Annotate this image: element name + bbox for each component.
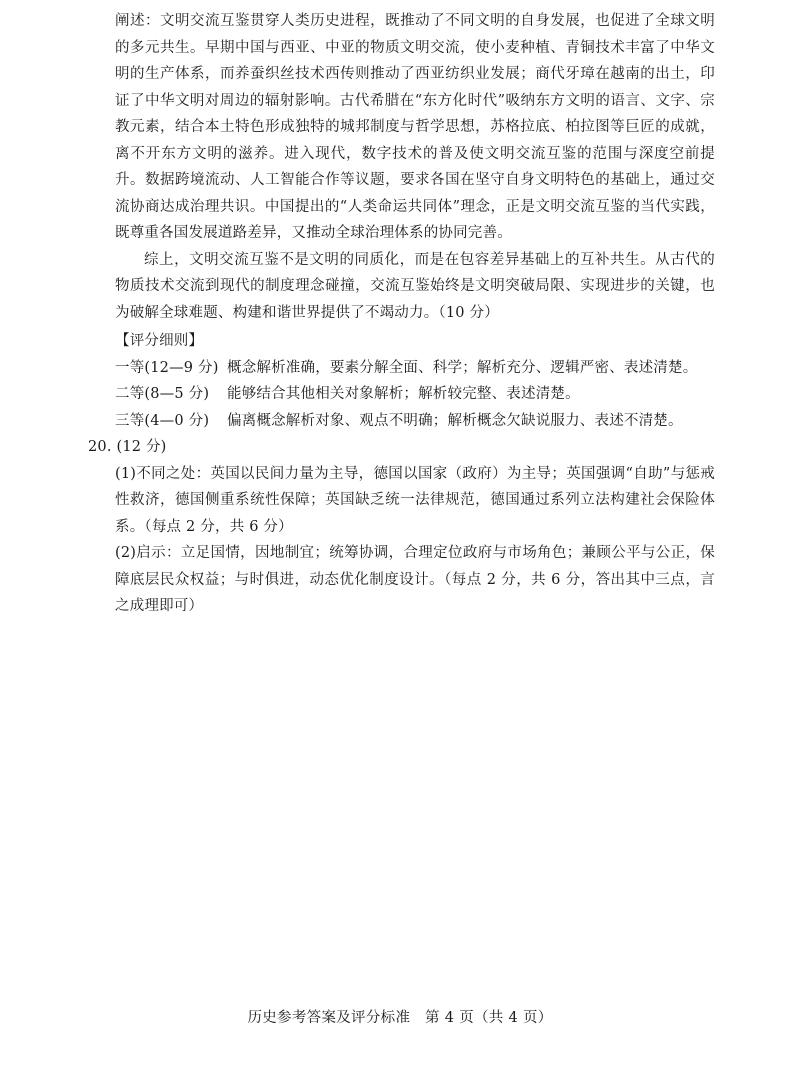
grading-level [115, 381, 715, 408]
answer-content [88, 8, 715, 620]
question-20-title: 20. (12 分) [88, 439, 167, 455]
grading-level-criteria: 偏离概念解析对象、观点不明确；解析概念欠缺说服力、表述不清楚。 [227, 412, 683, 429]
question-20-part-1: (1)不同之处：英国以民间力量为主导，德国以国家（政府）为主导；英国强调“自助”与惩戒性救济，德国侧重系统性保障；英国缺乏统一法律规范，德国通过系列立法构建社会保险体系。（每点 2 分，共 6 分） [115, 465, 715, 535]
grading-level [115, 408, 715, 435]
grading-level-label: 二等(8—5 分) [115, 386, 210, 402]
grading-header: 【评分细则】 [115, 333, 204, 349]
analysis-paragraph: 阐述：文明交流互鉴贯穿人类历史进程，既推动了不同文明的自身发展，也促进了全球文明的多元共生。早期中国与西亚、中亚的物质文明交流，使小麦种植、青铜技术丰富了中华文明的生产体系，而养蚕织丝技术西传则推动了西亚纺织业发展；商代牙璋在越南的出土，印证了中华文明对周边的辐射影响。古代希腊在“东方化时代”吸纳东方文明的语言、文字、宗教元素，结合本土特色形成独特的城邦制度与哲学思想，苏格拉底、柏拉图等巨匠的成就，离不开东方文明的滋养。进入现代，数字技术的普及使文明交流互鉴的范围与深度空前提升。数据跨境流动、人工智能合作等议题，要求各国在坚守自身文明特色的基础上，通过交流协商达成治理共识。中国提出的“人类命运共同体”理念，正是文明交流互鉴的当代实践，既尊重各国发展道路差异，又推动全球治理体系的协同完善。 [115, 13, 715, 241]
grading-level-criteria: 能够结合其他相关对象解析；解析较完整、表述清楚。 [227, 386, 580, 402]
grading-level-label: 一等(12—9 分) [115, 359, 219, 376]
grading-level-criteria: 概念解析准确，要素分解全面、科学；解析充分、逻辑严密、表述清楚。 [227, 359, 698, 376]
grading-level-label: 三等(4—0 分) [115, 412, 210, 429]
grading-level [115, 355, 715, 382]
conclusion-paragraph: 综上，文明交流互鉴不是文明的同质化，而是在包容差异基础上的互补共生。从古代的物质技术交流到现代的制度理念碰撞，交流互鉴始终是文明突破局限、实现进步的关键，也为破解全球难题、构建和谐世界提供了不竭动力。（10 分） [115, 251, 715, 321]
page-footer: 历史参考答案及评分标准 第 4 页（共 4 页） [247, 1010, 553, 1026]
question-20-part-2: (2)启示：立足国情，因地制宜；统筹协调，合理定位政府与市场角色；兼顾公平与公正，保障底层民众权益；与时俱进，动态优化制度设计。（每点 2 分，共 6 分，答出其中三点，言之成理即可） [115, 545, 715, 614]
